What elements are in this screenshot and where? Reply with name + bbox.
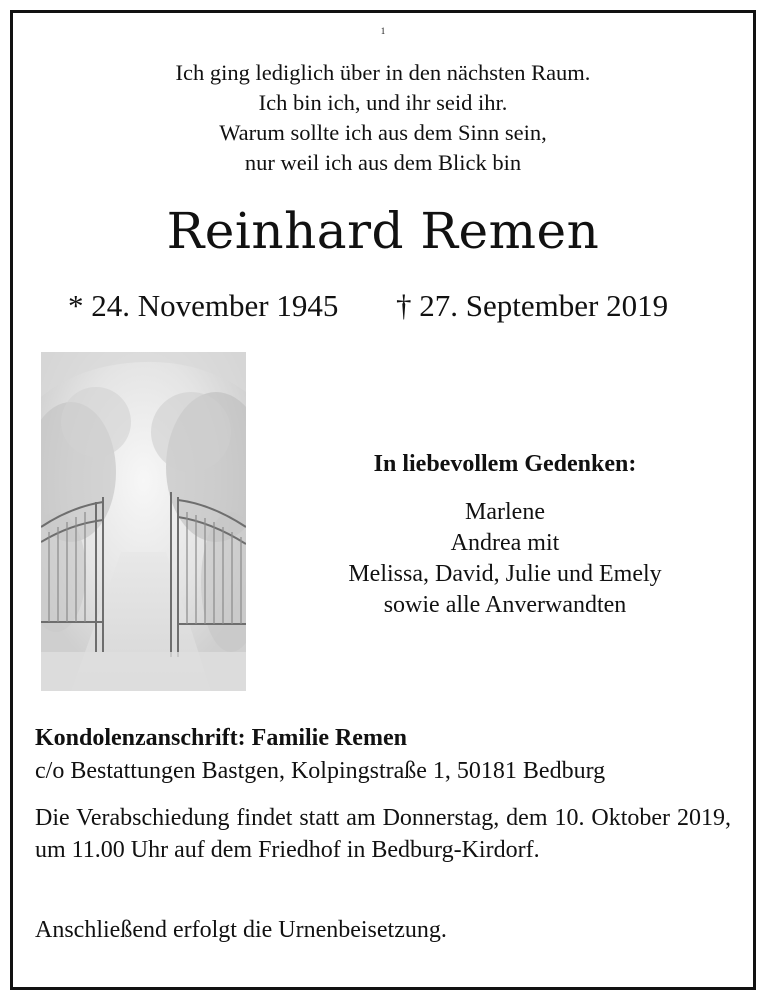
poem-line: Warum sollte ich aus dem Sinn sein, <box>219 120 547 145</box>
mourner-line: Andrea mit <box>450 530 560 556</box>
birth-date: * 24. November 1945 <box>68 288 339 323</box>
poem-line: nur weil ich aus dem Blick bin <box>244 150 522 175</box>
page-number: 1 <box>380 26 386 36</box>
poem-line: Ich ging lediglich über in den nächsten Raum. <box>175 60 591 85</box>
mourner-line: Melissa, David, Julie und Emely <box>348 561 662 587</box>
poem <box>0 58 766 178</box>
mourner-line: sowie alle Anverwandten <box>383 592 627 618</box>
condolence-street: c/o Bestattungen Bastgen, Kolpingstraße 1, 50181 Bedburg <box>35 758 606 784</box>
mourner-line: Marlene <box>465 499 545 525</box>
death-date: † 27. September 2019 <box>396 288 669 323</box>
condolence-title: Kondolenzanschrift: Familie Remen <box>35 725 407 751</box>
mourners <box>272 447 738 621</box>
service-info: Die Verabschiedung findet statt am Donnerstag, dem 10. Oktober 2019, um 11.00 Uhr auf dem Friedhof in Bedburg-Kirdorf. <box>35 805 731 863</box>
condolence-address <box>35 722 731 788</box>
mourners-heading: In liebevollem Gedenken: <box>373 451 637 477</box>
burial-info: Anschließend erfolgt die Urnenbeisetzung. <box>35 917 447 943</box>
poem-line: Ich bin ich, und ihr seid ihr. <box>258 90 508 115</box>
garden-gate-icon <box>41 352 246 691</box>
deceased-name: Reinhard Remen <box>166 202 600 260</box>
